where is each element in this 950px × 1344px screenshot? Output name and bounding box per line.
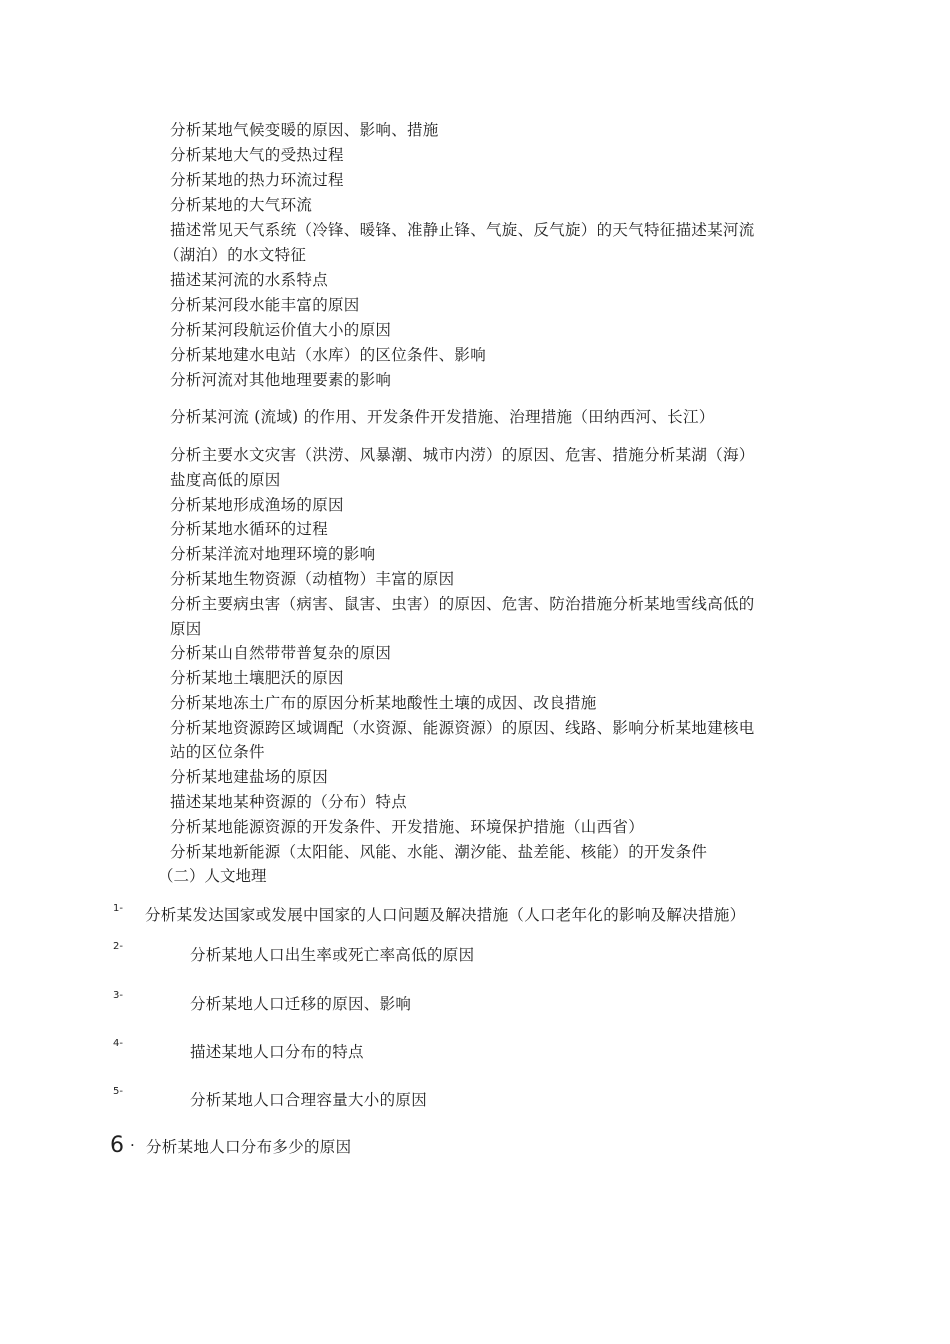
list-marker: 3- [113, 990, 123, 1001]
text-line: 分析某洋流对地理环境的影响 [170, 545, 376, 563]
text-line: 分析某河流 (流域) 的作用、开发条件开发措施、治理措施（田纳西河、长江） [170, 408, 715, 426]
text-line: 分析某地的热力环流过程 [170, 171, 344, 189]
text-line: 分析某地能源资源的开发条件、开发措施、环境保护措施（山西省） [170, 818, 645, 836]
bullet-dot: · [130, 1136, 135, 1154]
text-line: 盐度高低的原因 [170, 471, 281, 489]
text-line: （湖泊）的水文特征 [164, 246, 307, 264]
text-line: 描述某河流的水系特点 [170, 271, 329, 289]
list-marker: 1- [113, 903, 123, 914]
text-line: 分析某地建水电站（水库）的区位条件、影响 [170, 346, 487, 364]
list-item-text: 描述某地人口分布的特点 [190, 1043, 364, 1061]
list-marker: 2- [113, 941, 123, 952]
section-heading: （二）人文地理 [158, 867, 267, 885]
list-item-text: 分析某地人口合理容量大小的原因 [190, 1091, 428, 1109]
text-line: 原因 [170, 620, 202, 638]
list-item-text: 分析某地人口分布多少的原因 [146, 1138, 352, 1156]
text-line: 分析某山自然带带普复杂的原因 [170, 644, 392, 662]
list-marker: 4- [113, 1038, 123, 1049]
text-line: 分析某地冻土广布的原因分析某地酸性土壤的成因、改良措施 [170, 694, 597, 712]
list-item-text: 分析某地人口迁移的原因、影响 [190, 995, 412, 1013]
text-line: 分析某地生物资源（动植物）丰富的原因 [170, 570, 455, 588]
list-item-text: 分析某发达国家或发展中国家的人口问题及解决措施（人口老年化的影响及解决措施） [145, 906, 746, 924]
text-line: 分析某河段航运价值大小的原因 [170, 321, 392, 339]
text-line: 分析主要病虫害（病害、鼠害、虫害）的原因、危害、防治措施分析某地雪线高低的 [170, 595, 755, 613]
text-line: 分析某河段水能丰富的原因 [170, 296, 360, 314]
text-line: 描述某地某种资源的（分布）特点 [170, 793, 408, 811]
text-line: 分析某地形成渔场的原因 [170, 496, 344, 514]
text-line: 分析某地大气的受热过程 [170, 146, 344, 164]
text-line: 分析某地资源跨区域调配（水资源、能源资源）的原因、线路、影响分析某地建核电 [170, 719, 755, 737]
text-line: 分析某地土壤肥沃的原因 [170, 669, 344, 687]
list-number: 6 [110, 1133, 124, 1158]
text-line: 分析某地的大气环流 [170, 196, 313, 214]
text-line: 分析某地建盐场的原因 [170, 768, 329, 786]
list-item-text: 分析某地人口出生率或死亡率高低的原因 [190, 946, 475, 964]
text-line: 分析某地水循环的过程 [170, 520, 329, 538]
text-line: 分析某地新能源（太阳能、风能、水能、潮汐能、盐差能、核能）的开发条件 [170, 843, 708, 861]
text-line: 站的区位条件 [170, 743, 265, 761]
text-line: 分析河流对其他地理要素的影响 [170, 371, 392, 389]
text-line: 分析主要水文灾害（洪涝、风暴潮、城市内涝）的原因、危害、措施分析某湖（海） [170, 446, 755, 464]
text-line: 分析某地气候变暖的原因、影响、措施 [170, 121, 439, 139]
list-marker: 5- [113, 1086, 123, 1097]
text-line: 描述常见天气系统（冷锋、暖锋、准静止锋、气旋、反气旋）的天气特征描述某河流 [170, 221, 755, 239]
